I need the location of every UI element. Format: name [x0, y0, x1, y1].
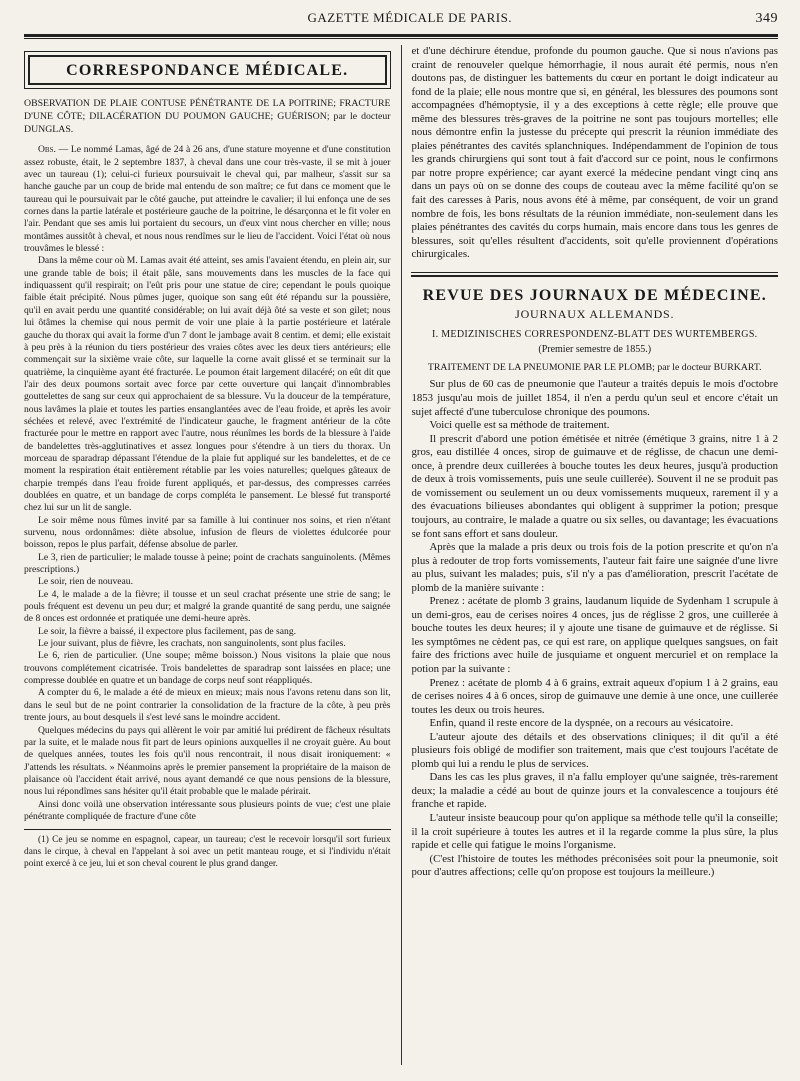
- paragraph-obs: [24, 144, 391, 255]
- journal-name: I. MEDIZINISCHES CORRESPONDENZ-BLATT DES WURTEMBERGS.: [431, 328, 758, 340]
- paragraph: Quelques médecins du pays qui allèrent le voir par amitié lui prédirent de fâcheux résultats par la suite, et le malade nous fit part de leurs opinions auxquelles il ne croyait guère. Au bout de quelques années, toutes les fois qu'il nous rencontrait, il nous disait ironiquement: « J'attends les résultats. » Néanmoins après le premier pansement la propriétaire de la maison de plaisance où l'accident était arrivé, nous ayant demandé ce que nous pensions de la blessure, nous lui répondîmes sans hésiter qu'il était probable que le malade périrait.: [24, 724, 391, 798]
- paragraph: Le soir, la fièvre a baissé, il expectore plus facilement, pas de sang.: [38, 625, 297, 637]
- article-title-dunglas: OBSERVATION DE PLAIE CONTUSE PÉNÉTRANTE DE LA POITRINE; FRACTURE D'UNE CÔTE; DILACÉRATION DU POUMON GAUCHE; GUÉRISON; par le docteur DUNGLAS.: [24, 98, 391, 136]
- paragraph: Le jour suivant, plus de fièvre, les crachats, non sanguinolents, sont plus faciles.: [38, 638, 346, 650]
- column-divider: [401, 45, 402, 1065]
- paragraph: Le soir même nous fûmes invité par sa famille à lui continuer nos soins, et rien n'étant survenu, nous ordonnâmes: diète absolue, infusion de fleurs de violettes édulcorée pour boisson, repos le plus parfait, défense absolue de parler.: [24, 514, 391, 551]
- paragraph: Le 3, rien de particulier; le malade tousse à peine; point de crachats sanguinolents. (Mêmes prescriptions.): [24, 551, 391, 576]
- left-column: [24, 45, 391, 1065]
- obs-label: Obs.: [38, 144, 56, 156]
- paragraph: Après que la malade a pris deux ou trois fois de la potion prescrite et qu'on n'a plus à redouter de trop forts vomissements, l'auteur fait faire une saignée d'une livre au plus, suivant les malades; puis, s'il n'y a pas d'amélioration, prescrit l'acétate de plomb de la manière suivante :: [411, 541, 778, 594]
- paragraph: Sur plus de 60 cas de pneumonie que l'auteur a traités depuis le mois d'octobre 1853 jusqu'au mois de juillet 1854, il n'en a perdu qu'un seul et encore c'était un sujet affecté d'une tuberculose chronique des poumons.: [411, 378, 778, 418]
- paragraph: Enfin, quand il reste encore de la dyspnée, on a recours au vésicatoire.: [429, 717, 734, 730]
- continuation-paragraph: et d'une déchirure étendue, profonde du poumon gauche. Que si nous n'avions pas craint de renouveler quelque hémorrhagie, il nous aurait été permis, nous n'en doutons pas, de distinguer les battements du cœur en portant le doigt indicateur au fond de la plaie; elle nous montre que si, en général, les blessures des poumons sont accompagnées d'hémoptysie, il y a des exceptions à cette règle; elle prouve que même des blessures très-graves de la poitrine ne sont pas toujours mortelles; elle nous démontre enfin la justesse du précepte qui prescrit la réunion immédiate des plaies pénétrantes des cavités splanchniques. Indépendamment de l'opinion de tous les grands chirurgiens qui sont tout à fait d'accord sur ce point, nous le confirmons par notre propre expérience; car ayant exercé la médecine pendant vingt cinq ans dans un pays où on se donne des coups de couteau avec la même facilité qu'on se fait des caresses à Paris, nous avons été à même, par conséquent, de voir un grand nombre de fois, les bons résultats de la réunion immédiate, non-seulement dans les plaies pénétrantes des cavités du corps humain, mais encore dans tous les genres de blessures, soit qu'elles résultent d'accidents, soit qu'elle proviennent d'opérations chirurgicales.: [411, 45, 778, 261]
- paragraph: (C'est l'histoire de toutes les méthodes préconisées soit pour la pneumonie, soit pour d'autres affections; celle qu'on propose est toujours la meilleure.): [411, 852, 778, 879]
- right-column: [411, 45, 778, 1065]
- paragraph-text: — Le nommé Lamas, âgé de 24 à 26 ans, d'une stature moyenne et d'une constitution assez robuste, était, le 2 septembre 1837, à cheval dans une cour très-vaste, il se mit à jouer avec un taureau (1); celui-ci furieux poursuivait le cheval qui, par malheur, s'assit sur sa hanche gauche par un coup de bride mal entendu de son maître; ce fut dans ce moment que le taureau qui le poursuivait par le côté gauche, put atteindre le cavalier; il lui enfonça une de ses cornes dans la partie latérale et postérieure gauche de la poitrine, le désarçonna et le fit voler en l'air. Pendant que ses amis lui portaient du secours, un d'eux vint nous chercher en ville; nous montâmes aussitôt à cheval, et nous nous rendîmes sur le lieu de l'accident. Voici l'état où nous trouvâmes le blessé :: [24, 144, 391, 255]
- header-rule: [24, 34, 778, 39]
- columns: [24, 45, 778, 1065]
- paragraph: Voici quelle est sa méthode de traitement.: [429, 419, 610, 432]
- section-title-box-inner: [28, 55, 387, 85]
- footnote: (1) Ce jeu se nomme en espagnol, capear, un taureau; c'est le recevoir lorsqu'il sort furieux dans le cirque, à cheval en l'appelant à soi avec un petit manteau rouge, et si l'individu n'était point exercé à ce jeu, lui et son cheval courent le plus grand danger.: [24, 835, 391, 870]
- subsection-title: JOURNAUX ALLEMANDS.: [515, 307, 675, 322]
- section-title-box: [24, 51, 391, 89]
- paragraph: Dans la même cour où M. Lamas avait été atteint, ses amis l'avaient étendu, en plein air, sur une grande table de bois; il était pâle, sans mouvements dans les muscles de la face qui indiquassent qu'il respirait; on l'eût pris pour une statue de cire; cependant le pouls quoique faible était précipité. Nous pûmes juger, quoique son sang eût été répandu sur la poussière, qu'il en avait perdu une quantité considérable; on lui avait déjà ôté sa veste et son gilet; nous lui ôtâmes la chemise qui nous permit de voir une plaie à la partie postérieure et latérale gauche du thorax qui avait la forme d'un 7 dont le jambage avait 8 centim. et demi; elle existait à peu près à la réunion du tiers postérieur des vraies côtes avec les deux tiers antérieurs; elle commençait sur la sixième vraie côte, sur laquelle la corne avait glissé et se terminait sur la quatrième, la cinquième ayant été fracturée. Le poumon était largement dilacéré; on eût dit que l'air des deux poumons sortait avec force par cette ouverture qui lançait d'innombrables gouttelettes de sang sur ceux qui approchaient de sa blessure. Vu la douceur de la température, nous lavâmes la plaie et toutes les parties ensanglantées avec de l'eau froide, et après les avoir séchées et relevé, avec l'extrémité de l'indicateur gauche, le fragment antérieur de la côte fracturée pour le mettre en rapport avec l'autre, nous réunîmes les bords de la blessure à l'aide de bandelettes très-agglutinatives et assez longues pour s'étendre à un tiers du thorax. Un morceau de sparadrap dépassant l'étendue de la plaie fut appliqué sur les bandelettes, et de ce moment la respiration était entièrement rétablie par les voies naturelles; quelques gâteaux de charpie trempés dans l'eau froide furent appliqués, et par-dessus, des compresses carrées doublées en quatre, et un bandage de corps compléta le pansement. Le blessé fut transporté chez lui sur un lit de sangle.: [24, 255, 391, 514]
- section-title-revue: REVUE DES JOURNAUX DE MÉDECINE.: [422, 286, 767, 304]
- paragraph: Dans les cas les plus graves, il n'a fallu employer qu'une saignée, très-rarement deux; la maladie a cédé au bout de quinze jours et la convalescence a toujours été franche et rapide.: [411, 771, 778, 811]
- running-head: [24, 10, 778, 32]
- paragraph: Prenez : acétate de plomb 3 grains, laudanum liquide de Sydenham 1 scrupule à un demi-gros, eau de cerises noires 4 onces, jus de réglisse 2 gros, une cuillerée à bouche toutes les deux heures; il y ajoute une tisane de guimauve et de réglisse. Si les symptômes ne cèdent pas, ce qui est rare, on applique quelques sangsues, on fait faire des frictions avec huile de jusquiame et onguent mercuriel et on remplace la potion par la suivante :: [411, 595, 778, 675]
- section-title-correspondance: CORRESPONDANCE MÉDICALE.: [66, 62, 349, 79]
- page-number: 349: [755, 11, 778, 26]
- paragraph: Il prescrit d'abord une potion émétisée et nitrée (émétique 3 grains, nitre 1 à 2 gros, eau distillée 4 onces, sirop de guimauve et de réglisse, de chacun une demi-once, à prendre deux cuillerées à bouche toutes les deux heures, jusqu'à production de deux à trois vomissements, puis une seule cuillerée). Souvent il ne se produit pas de vomissement ou seulement un ou deux vomissements muqueux, rarement il y a des évacuations bilieuses abondantes qui obligent à supprimer la potion; presque toujours, au contraire, le malade a quatre ou six selles, ou davantage; les évacuations se font sans effort et sans douleur.: [411, 432, 778, 540]
- paragraph: Prenez : acétate de plomb 4 à 6 grains, extrait aqueux d'opium 1 à 2 grains, eau de cerises noires 4 à 6 onces, sirop de guimauve une demie à une once, une cuillerée toutes les deux ou trois heures.: [411, 676, 778, 716]
- paragraph: Le soir, rien de nouveau.: [38, 576, 133, 588]
- paragraph: Le 6, rien de particulier. (Une soupe; même boisson.) Nous visitons la plaie que nous trouvons complétement cicatrisée. Trois bandelettes de sparadrap sont laissées en place; une compresse doublée en quatre et un bandage de corps neuf sont réappliqués.: [24, 650, 391, 687]
- paragraph: Le 4, le malade a de la fièvre; il tousse et un seul crachat présente une strie de sang; le pouls fréquent est devenu un peu dur; et malgré la grande quantité de sang perdu, une saignée de 8 onces est ordonnée et pratiquée une demi-heure après.: [24, 588, 391, 625]
- semester-note: (Premier semestre de 1855.): [538, 344, 652, 356]
- journal-title: GAZETTE MÉDICALE DE PARIS.: [307, 10, 513, 25]
- section-rule: [411, 272, 778, 277]
- footnote-separator: [24, 829, 391, 830]
- paragraph: L'auteur insiste beaucoup pour qu'on applique sa méthode telle qu'il la conseille; il la croit supérieure à toutes les autres et il la regarde comme la plus sûre, la plus rapide et celle qui fatigue le moins l'organisme.: [411, 811, 778, 852]
- paragraph: Ainsi donc voilà une observation intéressante sous plusieurs points de vue; c'est une plaie pénétrante compliquée de fracture d'une côte: [24, 798, 391, 822]
- article-title-burkart: TRAITEMENT DE LA PNEUMONIE PAR LE PLOMB; par le docteur BURKART.: [427, 361, 762, 373]
- paragraph: A compter du 6, le malade a été de mieux en mieux; mais nous l'avons retenu dans son lit, dans le seul but de ne point contrarier la consolidation de la fracture de la côte, à peu près trente jours, au bout desquels il s'est levé sans le moindre accident.: [24, 687, 391, 724]
- paragraph: L'auteur ajoute des détails et des observations cliniques; il dit qu'il a été plusieurs fois obligé de modifier son traitement, mais que c'est toujours l'acétate de plomb qui lui a rendu le plus de services.: [411, 730, 778, 770]
